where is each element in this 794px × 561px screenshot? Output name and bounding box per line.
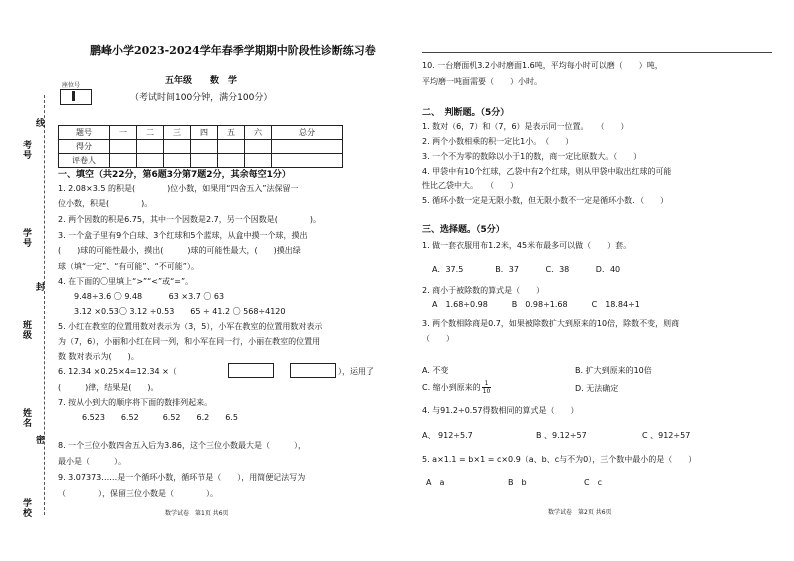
score-cell[interactable] [137, 140, 164, 154]
top-rule [422, 52, 772, 53]
choice-line: C c [584, 478, 602, 487]
question-line: 1. 数对（6，7）和（7，6）是表示同一位置。 （ ） [422, 122, 629, 131]
question-line: 5. a×1.1 = b×1 = c×0.9（a、b、c与不为0），三个数中最小的是（ ） [422, 455, 697, 464]
binding-dashed-line [44, 95, 45, 515]
question-line: 2. 商小于被除数的算式是（ ） [422, 286, 545, 295]
question-line: 1. 2.08×3.5 的积是( )位小数，如果用“四舍五入”法保留一 [58, 184, 299, 193]
score-header-cell: 总分 [272, 126, 343, 140]
score-table-row [59, 154, 343, 168]
answer-box[interactable] [290, 363, 336, 378]
binding-field-class: 班级 [21, 320, 31, 340]
score-table-row [59, 140, 343, 154]
question-line: ( )律，结果是( )。 [58, 383, 159, 392]
question-line: 1. 做一套衣服用布1.2米，45米布最多可以做（ ）套。 [422, 241, 632, 250]
question-line: 3. 一个盒子里有9个白球、3个红球和5个蓝球，从盒中摸一个球，摸出 [58, 231, 308, 240]
fraction-denominator: 10 [482, 388, 491, 395]
question-line: （ ），保留三位小数是（ ）。 [58, 489, 218, 498]
binding-mark-line: 线 [34, 118, 44, 128]
question-line: 3.12 ×0.53〇 3.12 ÷0.53 65 ÷ 41.2 〇 568÷4120 [74, 307, 286, 316]
score-cell[interactable] [218, 140, 245, 154]
score-cell[interactable] [191, 140, 218, 154]
page-title: 鹏峰小学2023-2024学年春季学期期中阶段性诊断练习卷 [90, 44, 376, 57]
exam-info: （考试时间100分钟，满分100分） [130, 93, 273, 103]
choice-line: B 、9.12÷57 [536, 431, 587, 440]
seat-number-box[interactable] [60, 89, 92, 105]
score-header-cell: 三 [164, 126, 191, 140]
choice-line: C 、912÷57 [642, 431, 691, 440]
section1-title: 一、填空（共22分，第6题3分第7题2分，其余每空1分） [58, 170, 291, 180]
question-line: 9.48÷3.6 〇 9.48 63 ×3.7 〇 63 [74, 292, 225, 301]
page-footer-left: 数学试卷 第1页 共6页 [165, 510, 229, 517]
score-header-cell: 六 [245, 126, 272, 140]
choice-line: A a [426, 478, 445, 487]
fraction [482, 380, 492, 395]
question-line: （ ） [422, 334, 454, 343]
score-cell[interactable] [110, 140, 137, 154]
choice-line [422, 380, 491, 395]
binding-field-name: 姓名 [21, 408, 31, 428]
question-line: 8. 一个三位小数四舍五入后为3.86，这个三位小数最大是（ ）， [58, 441, 306, 450]
choice-line: B b [508, 478, 527, 487]
answer-box[interactable] [228, 363, 274, 378]
question-line: 9. 3.07373……是一个循环小数，循环节是（ ），用简便记法写为 [58, 473, 306, 482]
question-line: 球（填“一定”、“有可能”、“不可能”）。 [58, 262, 199, 271]
choice-line: B. 扩大到原来的10倍 [575, 366, 652, 375]
score-table [58, 125, 343, 168]
score-header-cell: 二 [137, 126, 164, 140]
binding-mark-secret: 密 [34, 435, 44, 445]
question-line: 6.523 6.52 6.52 6.2 6.5 [82, 413, 238, 422]
question-line: 5. 小红在教室的位置用数对表示为（3，5），小军在教室的位置用数对表示 [58, 322, 323, 331]
seat-number-mark [72, 91, 75, 101]
choice-line: D. 无法确定 [575, 384, 619, 393]
score-row-label: 得分 [59, 140, 110, 154]
section2-title: 二、 判断题。（5分） [422, 108, 510, 118]
binding-mark-seal: 封 [34, 282, 44, 292]
question-line: 2. 两个小数相乘的积一定比1小。 （ ） [422, 137, 574, 146]
question-line: 4. 甲袋中有10个红球，乙袋中有2个红球，则从甲袋中取出红球的可能 [422, 167, 672, 176]
question-line: 3. 一个不为零的数除以小于1的数，商一定比原数大。（ ） [422, 152, 642, 161]
score-cell[interactable] [272, 140, 343, 154]
section3-title: 三、选择题。（5分） [422, 225, 505, 235]
score-header-cell: 一 [110, 126, 137, 140]
score-table-header-row [59, 126, 343, 140]
fraction-numerator: 1 [482, 380, 492, 388]
grade-subject: 五年级 数 学 [165, 76, 238, 86]
score-cell[interactable] [164, 154, 191, 168]
score-header-cell: 四 [191, 126, 218, 140]
question-line: 4. 与91.2÷0.57得数相同的算式是（ ） [422, 406, 579, 415]
score-cell[interactable] [245, 140, 272, 154]
question-line: 为（7，6），小丽和小红在同一列，和小军在同一行，小丽在教室的位置用 [58, 337, 321, 346]
choice-line: A 1.68÷0.98 B 0.98÷1.68 C 18.84÷1 [432, 300, 640, 309]
question-line: 4. 在下面的〇里填上“>”“<”或“=”。 [58, 277, 194, 286]
score-cell[interactable] [137, 154, 164, 168]
choice-line: A．37.5 B．37 C．38 D．40 [432, 265, 621, 274]
binding-field-student-number: 学号 [21, 228, 31, 248]
question-line: 7. 按从小到大的顺序将下面的数排列起来。 [58, 398, 213, 407]
page-footer-right: 数学试卷 第2页 共6页 [548, 509, 612, 516]
question-line: 5. 循环小数一定是无限小数，但无限小数不一定是循环小数．（ ） [422, 196, 669, 205]
question-line: 平均磨一吨面需要（ ）小时。 [422, 77, 542, 86]
question-line: 数 数对表示为( )。 [58, 352, 139, 361]
score-header-cell: 五 [218, 126, 245, 140]
question-line: 2. 两个因数的积是6.75，其中一个因数是2.7，另一个因数是( )。 [58, 215, 321, 224]
question-line: ），运用了 [338, 367, 374, 376]
score-header-cell: 题号 [59, 126, 110, 140]
seat-number-label: 座位号 [62, 82, 81, 89]
question-line: 10. 一台磨面机3.2小时磨面1.6吨，平均每小时可以磨（ ）吨， [422, 61, 663, 70]
score-cell[interactable] [164, 140, 191, 154]
choice-text: C. 缩小到原来的 [422, 383, 481, 392]
score-row-label: 评卷人 [59, 154, 110, 168]
question-line: 最小是（ ）。 [58, 457, 126, 466]
binding-field-exam-number: 考号 [21, 140, 31, 160]
question-line: 6. 12.34 ×0.25×4=12.34 ×（ [58, 367, 177, 376]
question-line: 位小数，积是( )。 [58, 199, 153, 208]
choice-line: A、 912÷5.7 [422, 431, 473, 440]
score-cell[interactable] [245, 154, 272, 168]
score-cell[interactable] [272, 154, 343, 168]
question-line: ( )球的可能性最小，摸出( )球的可能性最大，( )摸出绿 [58, 246, 301, 255]
question-line: 3. 两个数相除商是0.7，如果被除数扩大到原来的10倍，除数不变，则商 [422, 319, 680, 328]
score-cell[interactable] [110, 154, 137, 168]
question-line: 性比乙袋中大。 （ ） [422, 181, 518, 190]
score-cell[interactable] [218, 154, 245, 168]
score-cell[interactable] [191, 154, 218, 168]
binding-field-school: 学校 [21, 498, 31, 518]
choice-line: A. 不变 [422, 366, 449, 375]
